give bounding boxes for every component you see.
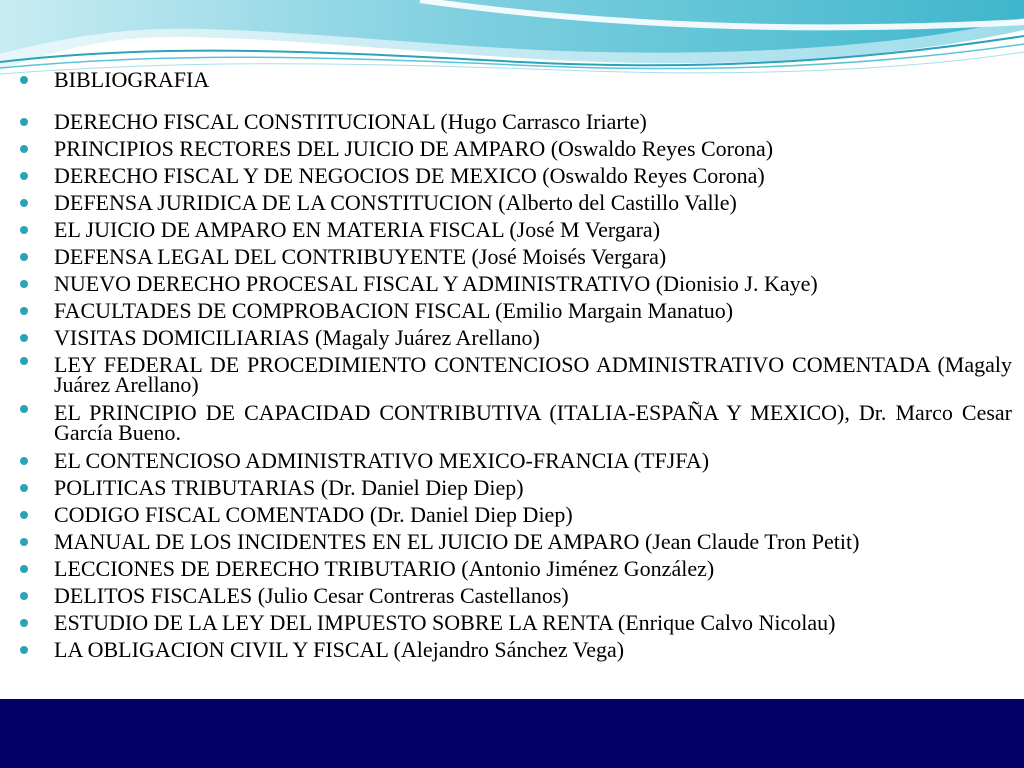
bullet-icon [20,592,28,600]
item-text: CODIGO FISCAL COMENTADO (Dr. Daniel Diep Diep) [54,502,573,527]
list-item [16,189,1012,216]
bullet-icon [20,334,28,342]
list-item [16,135,1012,162]
item-text: PRINCIPIOS RECTORES DEL JUICIO DE AMPARO (Oswaldo Reyes Corona) [54,136,774,161]
list-item [16,636,1012,663]
footer-bar [0,699,1024,768]
bullet-icon [20,307,28,315]
bullet-icon [20,405,28,413]
list-item [16,108,1012,135]
bullet-icon [20,118,28,126]
item-text: MANUAL DE LOS INCIDENTES EN EL JUICIO DE AMPARO (Jean Claude Tron Petit) [54,529,860,554]
heading-text: BIBLIOGRAFIA [54,67,210,92]
bullet-icon [20,199,28,207]
bullet-icon [20,565,28,573]
list-item [16,297,1012,324]
item-text: DERECHO FISCAL Y DE NEGOCIOS DE MEXICO (Oswaldo Reyes Corona) [54,163,765,188]
list-item [16,399,1012,447]
bullet-icon [20,172,28,180]
list-item [16,162,1012,189]
bullet-icon [20,511,28,519]
bullet-icon [20,253,28,261]
item-text: DEFENSA LEGAL DEL CONTRIBUYENTE (José Moisés Vergara) [54,244,667,269]
bibliography-heading [16,66,1012,93]
item-text: FACULTADES DE COMPROBACION FISCAL (Emilio Margain Manatuo) [54,298,734,323]
item-text: LEY FEDERAL DE PROCEDIMIENTO CONTENCIOSO ADMINISTRATIVO COMENTADA (Magaly Juárez Arellano) [54,352,1012,397]
bullet-icon [20,280,28,288]
item-text: DERECHO FISCAL CONSTITUCIONAL (Hugo Carrasco Iriarte) [54,109,647,134]
bullet-icon [20,226,28,234]
item-text: DELITOS FISCALES (Julio Cesar Contreras Castellanos) [54,583,569,608]
list-item [16,447,1012,474]
bullet-icon [20,457,28,465]
bullet-icon [20,484,28,492]
bullet-icon [20,538,28,546]
item-text: LECCIONES DE DERECHO TRIBUTARIO (Antonio Jiménez González) [54,556,715,581]
bullet-icon [20,646,28,654]
list-item [16,474,1012,501]
item-text: DEFENSA JURIDICA DE LA CONSTITUCION (Alberto del Castillo Valle) [54,190,737,215]
list-item [16,609,1012,636]
list-item [16,555,1012,582]
item-text: EL JUICIO DE AMPARO EN MATERIA FISCAL (José M Vergara) [54,217,661,242]
bullet-icon [20,145,28,153]
list-item [16,351,1012,399]
item-text: ESTUDIO DE LA LEY DEL IMPUESTO SOBRE LA RENTA (Enrique Calvo Nicolau) [54,610,836,635]
list-item [16,582,1012,609]
item-text: EL PRINCIPIO DE CAPACIDAD CONTRIBUTIVA (ITALIA-ESPAÑA Y MEXICO), Dr. Marco Cesar García Bueno. [54,400,1012,445]
list-item [16,324,1012,351]
item-text: LA OBLIGACION CIVIL Y FISCAL (Alejandro Sánchez Vega) [54,637,625,662]
bullet-icon [20,357,28,365]
list-item [16,243,1012,270]
list-item [16,528,1012,555]
item-text: EL CONTENCIOSO ADMINISTRATIVO MEXICO-FRANCIA (TFJFA) [54,448,710,473]
list-item [16,216,1012,243]
item-text: VISITAS DOMICILIARIAS (Magaly Juárez Arellano) [54,325,540,350]
item-text: POLITICAS TRIBUTARIAS (Dr. Daniel Diep Diep) [54,475,524,500]
list-item [16,501,1012,528]
list-item [16,270,1012,297]
bibliography-list [16,66,1012,663]
item-text: NUEVO DERECHO PROCESAL FISCAL Y ADMINISTRATIVO (Dionisio J. Kaye) [54,271,818,296]
bullet-icon [20,619,28,627]
bullet-icon [20,76,28,84]
